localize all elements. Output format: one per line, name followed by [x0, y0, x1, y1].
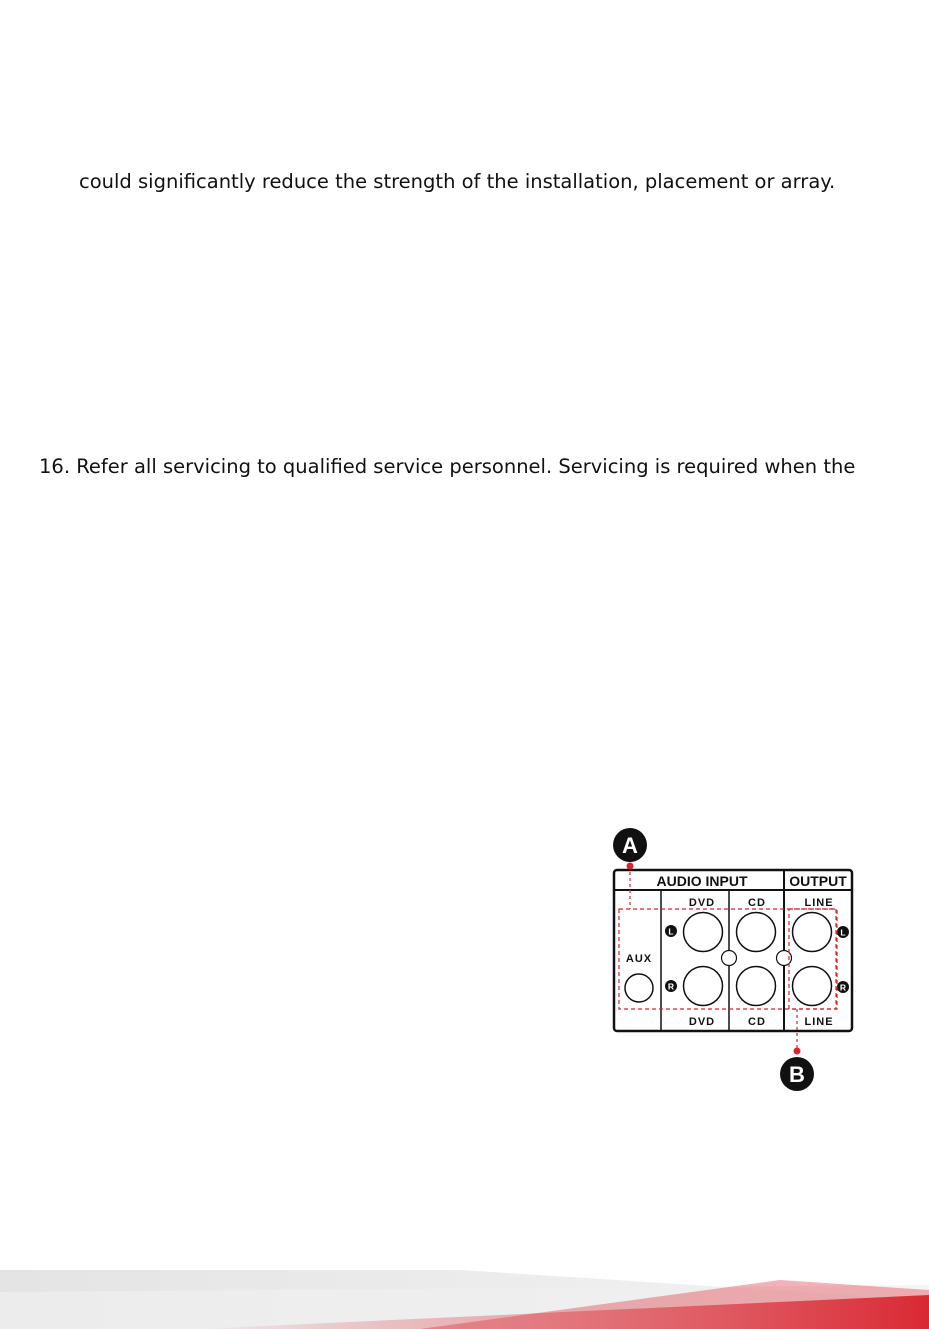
callout-b-dot [794, 1048, 801, 1055]
jack-dvd-left [684, 913, 723, 952]
header-output: OUTPUT [789, 873, 847, 889]
body-text-line-2: 16. Refer all servicing to qualified service personnel. Servicing is required when the [39, 455, 856, 478]
callout-b-letter: B [789, 1062, 805, 1087]
label-dvd-top: DVD [688, 897, 716, 909]
header-audio-input: AUDIO INPUT [656, 873, 748, 889]
badge-r-right: R [839, 982, 847, 993]
badge-l-right: L [840, 927, 846, 938]
jack-line-left [793, 913, 832, 952]
badge-r-left: R [667, 981, 675, 992]
label-line-top: LINE [804, 897, 834, 909]
body-text-line-1: could significantly reduce the strength of the installation, placement or array. [79, 170, 836, 193]
label-aux: AUX [625, 953, 653, 965]
jack-cd-left [737, 913, 776, 952]
jack-cd-right [737, 967, 776, 1006]
jack-dvd-right [684, 967, 723, 1006]
label-cd-top: CD [748, 897, 766, 909]
jack-line-right [793, 967, 832, 1006]
callout-a-letter: A [622, 833, 638, 858]
callout-a-dot [627, 863, 634, 870]
label-dvd-bottom: DVD [688, 1016, 716, 1028]
badge-l-left: L [668, 926, 674, 937]
label-line-bottom: LINE [804, 1016, 834, 1028]
jack-aux [625, 974, 653, 1002]
screw-hole-1 [722, 951, 737, 966]
audio-panel-diagram [600, 820, 870, 1095]
label-cd-bottom: CD [748, 1016, 766, 1028]
footer-decoration [0, 1255, 929, 1329]
